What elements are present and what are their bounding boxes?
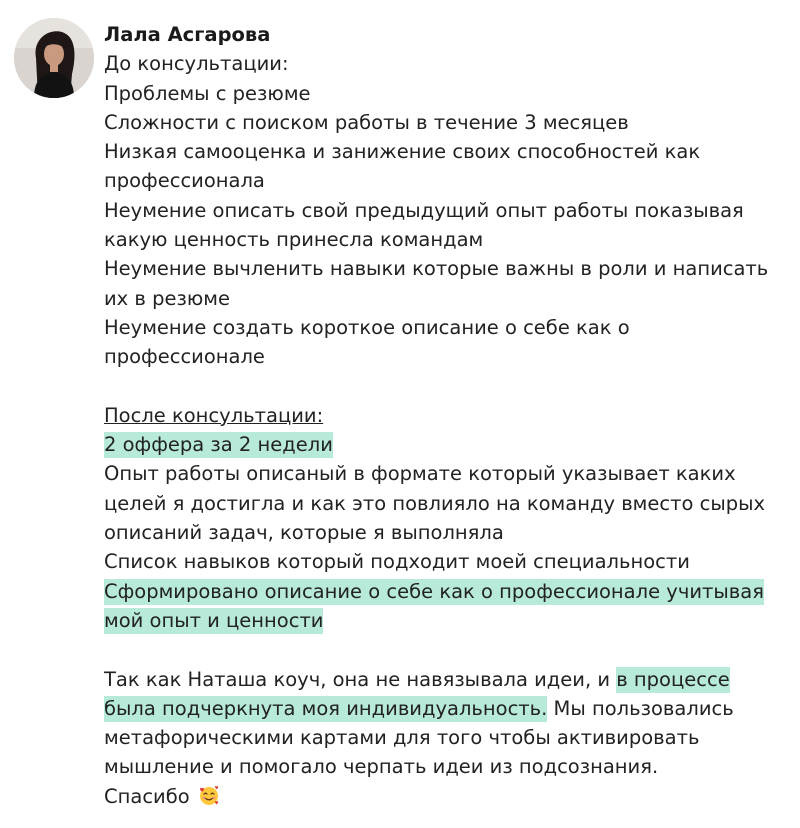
avatar-photo-icon xyxy=(14,18,94,98)
closing-part1: Так как Наташа коуч, она не навязывала идеи, и xyxy=(104,667,617,691)
paragraph-gap xyxy=(104,635,784,664)
before-item: Низкая самооценка и занижение своих способностей как профессионала xyxy=(104,140,701,193)
before-item: Неумение создать короткое описание о себе как о профессионале xyxy=(104,315,630,369)
highlighted-offers: 2 оффера за 2 недели xyxy=(104,433,333,457)
after-offers-line xyxy=(104,430,784,459)
message-body xyxy=(104,20,784,811)
after-heading-line xyxy=(104,401,784,430)
before-item: Неумение вычленить навыки которые важны в роли и написать их в резюме xyxy=(104,257,769,310)
before-item: Проблемы с резюме xyxy=(104,81,311,105)
author-name[interactable]: Лала Асгарова xyxy=(104,23,271,46)
after-heading: После консультации: xyxy=(104,403,324,427)
smiling-face-with-hearts-icon xyxy=(198,784,220,806)
after-skills: Список навыков который подходит моей специальности xyxy=(104,550,690,574)
highlighted-individuality: в процессе была подчеркнута моя индивидуальность. xyxy=(104,667,730,720)
thanks-text: Спасибо xyxy=(104,784,190,808)
avatar[interactable] xyxy=(14,18,94,98)
after-experience: Опыт работы описаный в формате который указывает каких целей я достигла и как это повлияло на команду вместо сырых описаний задач, которые я выполняла xyxy=(104,462,766,545)
closing-part2: Мы пользовались метафорическими картами для того чтобы активировать мышление и помогало черпать идеи из подсознания. xyxy=(104,696,734,779)
paragraph-gap xyxy=(104,372,784,401)
before-heading: До консультации: xyxy=(104,52,289,76)
highlighted-description: Сформировано описание о себе как о профессионале учитывая мой опыт и ценности xyxy=(104,579,764,632)
thanks-line xyxy=(104,782,784,811)
closing-paragraph xyxy=(104,665,784,782)
before-item: Неумение описать свой предыдущий опыт работы показывая какую ценность принесла командам xyxy=(104,198,744,252)
after-description-line xyxy=(104,577,784,636)
before-item: Сложности с поиском работы в течение 3 месяцев xyxy=(104,110,629,134)
